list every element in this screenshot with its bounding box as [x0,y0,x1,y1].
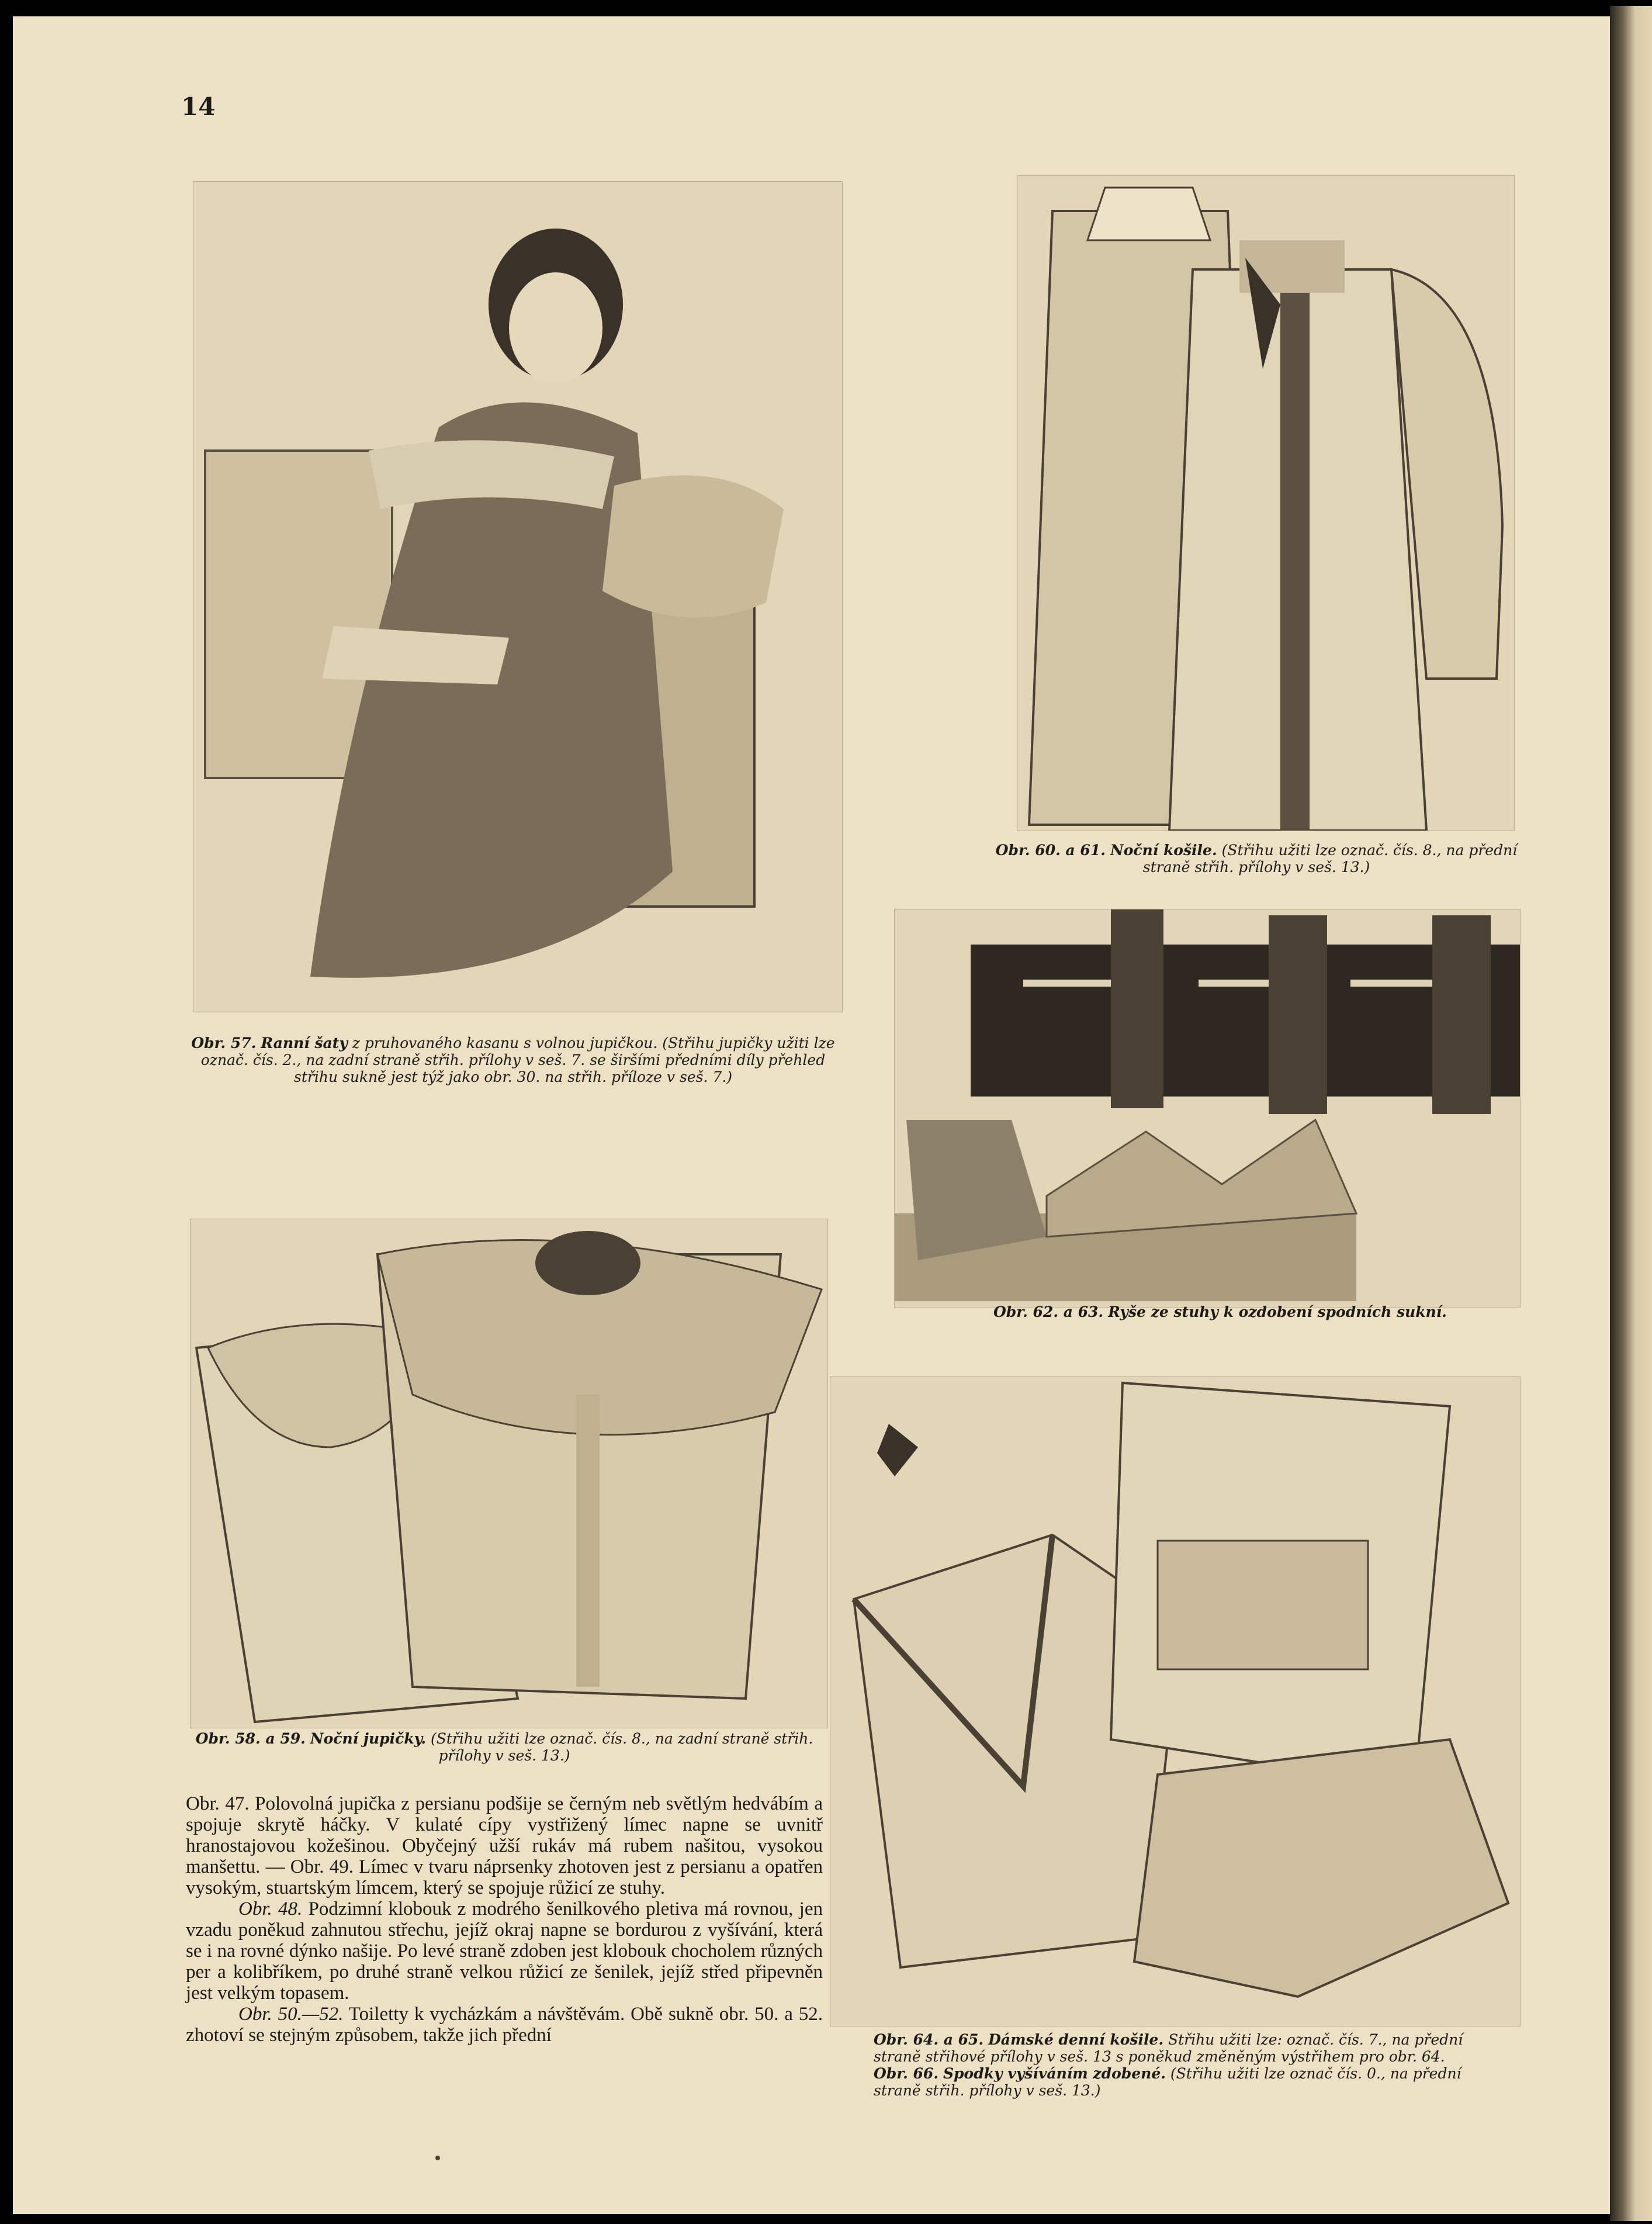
caption-fig58 [186,1730,823,1764]
caption-fig60-text: (Střihu užiti lze označ. čís. 8., na přední straně střih. přílohy v seš. 13.) [1142,842,1518,876]
caption-fig62-label: Obr. 62. a 63. [993,1303,1104,1320]
caption-fig62-title: Ryše ze stuhy k ozdobení spodních sukní. [1108,1303,1447,1320]
caption-fig57 [186,1035,840,1085]
page-number: 14 [181,92,216,121]
illustration-night-jackets [190,1219,828,1728]
caption-fig66-text: (Střihu užiti lze označ čís. 0., na přední straně střih. přílohy v seš. 13.) [874,2065,1461,2099]
caption-fig58-text: (Střihu užiti lze označ. čís. 8., na zadní straně střih. přílohy v seš. 13.) [430,1730,813,1764]
paragraph-obr-47: Obr. 47. Polovolná jupička z persianu podšije se černým neb světlým hedvábím a spojuje skrytě háčky. V kulaté cípy vystřižený límec napne se uvnitř hranostajovou kožešinou. Obyčejný užší rukáv má rubem našitou, vysokou manšettu. — Obr. 49. Límec v tvaru náprsenky zhotoven jest z persianu a opatřen vysokým, stuartským límcem, který se spojuje růžicí ze stuhy. [186,1793,823,1898]
book-spine [1610,6,1652,2221]
caption-fig66-label: Obr. 66. [874,2065,939,2082]
paragraph-obr-50-52 [186,2004,823,2046]
caption-fig64-label: Obr. 64. a 65. [874,2031,984,2048]
article-body [186,1793,823,2046]
caption-fig58-label: Obr. 58. a 59. [195,1730,306,1747]
illustration-ribbon-ruches [894,909,1521,1308]
caption-fig58-title: Noční jupičky. [310,1730,427,1747]
paragraph-obr-48-text: Podzimní klobouk z modrého šenilkového pletiva má rovnou, jen vzadu poněkud zahnutou střechu, jejíž okraj napne se bordurou z vyšívání, která se i na rovné dýnko našije. Po levé straně zdoben jest klobouk chocholem různých per a kolibříkem, po druhé straně velkou růžicí ze šenilek, jejíž střed připevněn jest velkým topasem. [186,1898,823,2004]
caption-fig57-label: Obr. 57. [191,1035,257,1052]
caption-fig57-text: z pruhovaného kasanu s volnou jupičkou. (Střihu jupičky užiti lze označ. čís. 2., na zadní straně střih. přílohy v seš. 7. se širšími předními díly přehled střihu sukně jest týž jako obr. 30. na střih. příloze v seš. 7.) [200,1035,835,1085]
caption-fig64-text: Střihu užiti lze: označ. čís. 7., na přední straně střihové přílohy v seš. 13 s poněkud změněným výstřihem pro obr. 64. [874,2031,1463,2065]
illustration-nightgowns [1017,175,1515,831]
illustration-chemises-drawers [830,1376,1521,2026]
ornament-dot [435,2156,440,2160]
paragraph-obr-48 [186,1898,823,2004]
paragraph-obr-50-52-text: Toiletty k vycházkám a návštěvám. Obě sukně obr. 50. a 52. zhotoví se stejným způsobem, takže jich přední [186,2004,823,2046]
illustration-morning-dress [193,181,843,1012]
caption-fig60-label: Obr. 60. a 61. [995,842,1106,859]
paragraph-obr-48-label: Obr. 48. [238,1898,303,1919]
caption-fig60 [993,842,1519,876]
caption-fig64 [874,2031,1499,2099]
caption-fig60-title: Noční košile. [1110,842,1217,859]
caption-fig62 [993,1303,1508,1320]
caption-fig66-title: Spodky vyšíváním zdobené. [943,2065,1166,2082]
caption-fig57-title: Ranní šaty [261,1035,348,1052]
caption-fig64-title: Dámské denní košile. [988,2031,1164,2048]
paragraph-obr-50-52-label: Obr. 50.—52. [238,2004,344,2025]
